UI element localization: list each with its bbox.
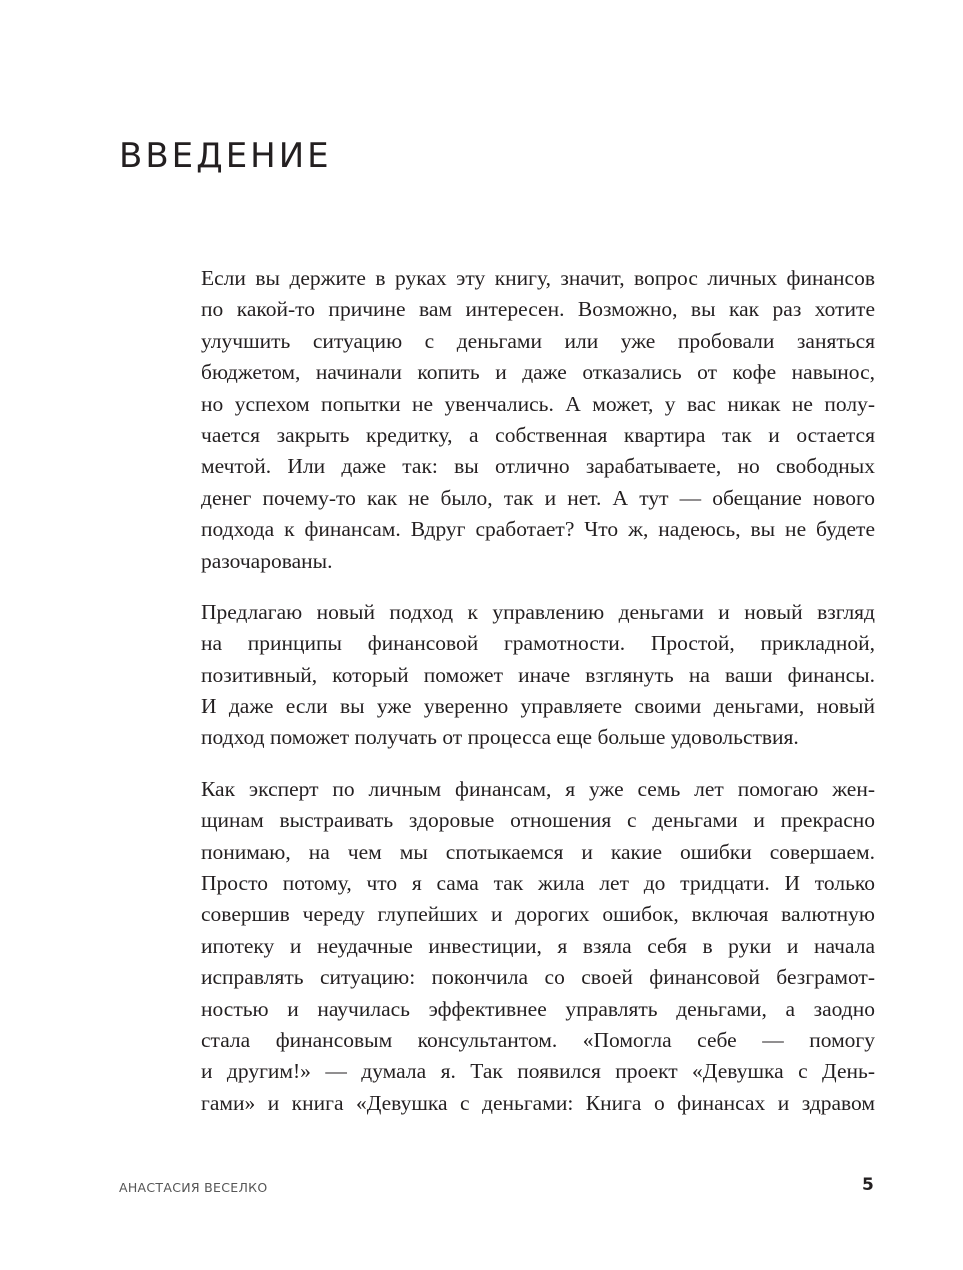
text-line: стала финансовым консультантом. «Помогла себе — помогу	[201, 1027, 875, 1052]
text-line: щинам выстраивать здоровые отношения с деньгами и прекрасно	[201, 808, 875, 833]
text-line: Если вы держите в руках эту книгу, значит, вопрос личных финансов	[201, 266, 875, 290]
page-number: 5	[862, 1175, 874, 1195]
text-line: на принципы финансовой грамотности. Простой, прикладной,	[201, 631, 875, 656]
text-line: подхода к финансам. Вдруг сработает? Что ж, надеюсь, вы не будете	[201, 517, 875, 542]
text-line: чается закрыть кредитку, а собственная квартира так и остается	[201, 422, 875, 447]
text-line: гами» и книга «Девушка с деньгами: Книга о финансах и здравом	[201, 1090, 875, 1115]
body-text	[201, 263, 875, 1139]
text-line: совершив череду глупейших и дорогих ошибок, включая валютную	[201, 902, 875, 927]
text-line: ностью и научилась эффективнее управлять деньгами, а заодно	[201, 996, 875, 1021]
text-line: позитивный, который поможет иначе взглянуть на ваши финансы.	[201, 662, 875, 687]
text-line: И даже если вы уже уверенно управляете своими деньгами, новый	[201, 694, 875, 719]
paragraph	[201, 597, 875, 754]
text-line: ипотеку и неудачные инвестиции, я взяла себя в руки и начала	[201, 933, 875, 958]
paragraph	[201, 774, 875, 1119]
chapter-title: ВВЕДЕНИЕ	[119, 136, 332, 176]
text-line: Как эксперт по личным финансам, я уже семь лет помогаю жен-	[201, 776, 875, 801]
text-line: бюджетом, начинали копить и даже отказались от кофе навынос,	[201, 360, 875, 385]
text-line: и другим!» — думала я. Так появился проект «Девушка с День-	[201, 1059, 875, 1084]
text-line: понимаю, на чем мы спотыкаемся и какие ошибки совершаем.	[201, 839, 875, 864]
text-line: Просто потому, что я сама так жила лет до тридцати. И только	[201, 871, 875, 896]
text-line: разочарованы.	[201, 548, 333, 573]
text-line: по какой-то причине вам интересен. Возможно, вы как раз хотите	[201, 297, 875, 322]
text-line: но успехом попытки не увенчались. А может, у вас никак не полу-	[201, 391, 875, 416]
text-line: денег почему-то как не было, так и нет. А тут — обещание нового	[201, 485, 875, 510]
footer-author: АНАСТАСИЯ ВЕСЕЛКО	[119, 1180, 268, 1195]
text-line: мечтой. Или даже так: вы отлично зарабатываете, но свободных	[201, 454, 875, 479]
text-line: исправлять ситуацию: покончила со своей финансовой безграмот-	[201, 965, 875, 990]
text-line: Предлагаю новый подход к управлению деньгами и новый взгляд	[201, 599, 875, 624]
text-line: подход поможет получать от процесса еще больше удовольствия.	[201, 725, 799, 750]
text-line: улучшить ситуацию с деньгами или уже пробовали заняться	[201, 328, 875, 353]
paragraph	[201, 263, 875, 577]
